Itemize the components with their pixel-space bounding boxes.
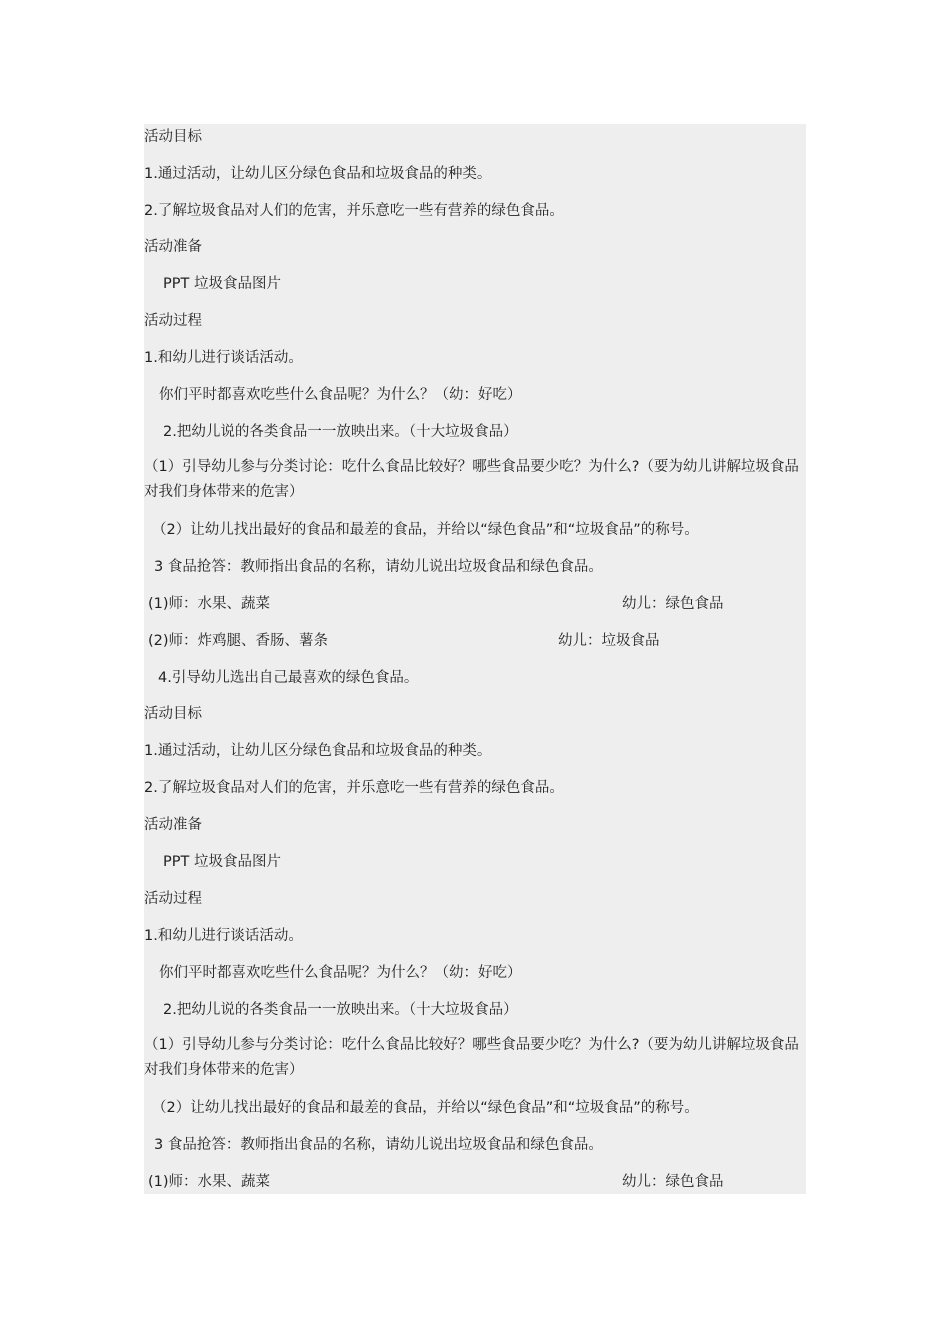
prep-heading: 活动准备 xyxy=(144,239,202,255)
process-heading: 活动过程 xyxy=(144,313,202,329)
process-substep: （2）让幼儿找出最好的食品和最差的食品，并给以“绿色食品”和“垃圾食品”的称号。 xyxy=(152,522,699,538)
process-step: 3 食品抢答：教师指出食品的名称，请幼儿说出垃圾食品和绿色食品。 xyxy=(154,1137,603,1153)
qa-child: 幼儿：绿色食品 xyxy=(622,1174,724,1190)
process-substep: （1）引导幼儿参与分类讨论：吃什么食品比较好？哪些食品要少吃？为什么?（要为幼儿讲解垃圾食品对我们身体带来的危害） xyxy=(144,1037,799,1078)
document-content xyxy=(144,124,806,1194)
process-question: 你们平时都喜欢吃些什么食品呢？为什么？（幼：好吃） xyxy=(159,965,522,981)
goal-item: 2.了解垃圾食品对人们的危害，并乐意吃一些有营养的绿色食品。 xyxy=(144,780,564,796)
process-step: 2.把幼儿说的各类食品一一放映出来。（十大垃圾食品） xyxy=(163,424,518,440)
qa-child: 幼儿：绿色食品 xyxy=(622,596,724,612)
goal-heading: 活动目标 xyxy=(144,706,202,722)
goal-item: 1.通过活动，让幼儿区分绿色食品和垃圾食品的种类。 xyxy=(144,743,492,759)
prep-item: PPT 垃圾食品图片 xyxy=(163,276,281,292)
process-substep: （2）让幼儿找出最好的食品和最差的食品，并给以“绿色食品”和“垃圾食品”的称号。 xyxy=(152,1100,699,1116)
qa-child: 幼儿：垃圾食品 xyxy=(558,633,660,649)
qa-teacher: (1)师：水果、蔬菜 xyxy=(148,596,271,612)
qa-teacher: (2)师：炸鸡腿、香肠、薯条 xyxy=(148,633,329,649)
process-step: 2.把幼儿说的各类食品一一放映出来。（十大垃圾食品） xyxy=(163,1002,518,1018)
process-step: 1.和幼儿进行谈话活动。 xyxy=(144,350,303,366)
goal-heading: 活动目标 xyxy=(144,129,202,145)
process-step: 1.和幼儿进行谈话活动。 xyxy=(144,928,303,944)
process-question: 你们平时都喜欢吃些什么食品呢？为什么？（幼：好吃） xyxy=(159,387,522,403)
process-step: 3 食品抢答：教师指出食品的名称，请幼儿说出垃圾食品和绿色食品。 xyxy=(154,559,603,575)
qa-teacher: (1)师：水果、蔬菜 xyxy=(148,1174,271,1190)
goal-item: 1.通过活动，让幼儿区分绿色食品和垃圾食品的种类。 xyxy=(144,166,492,182)
process-step: 4.引导幼儿选出自己最喜欢的绿色食品。 xyxy=(158,670,419,686)
process-substep: （1）引导幼儿参与分类讨论：吃什么食品比较好？哪些食品要少吃？为什么?（要为幼儿讲解垃圾食品对我们身体带来的危害） xyxy=(144,459,799,500)
prep-heading: 活动准备 xyxy=(144,817,202,833)
goal-item: 2.了解垃圾食品对人们的危害，并乐意吃一些有营养的绿色食品。 xyxy=(144,203,564,219)
prep-item: PPT 垃圾食品图片 xyxy=(163,854,281,870)
process-heading: 活动过程 xyxy=(144,891,202,907)
